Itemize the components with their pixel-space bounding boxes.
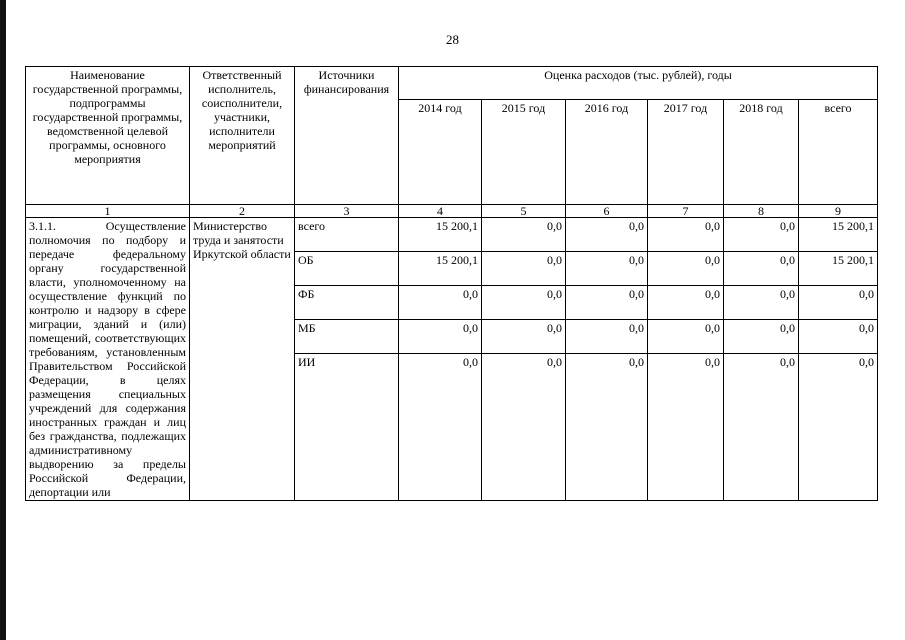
- value-cell: 0,0: [724, 320, 799, 354]
- header-row: [26, 67, 878, 100]
- value-cell: 15 200,1: [799, 218, 878, 252]
- value-cell: 0,0: [482, 286, 566, 320]
- value-cell: 0,0: [799, 286, 878, 320]
- page-number: 28: [446, 32, 459, 47]
- value-cell: 0,0: [566, 320, 648, 354]
- scan-edge-bar: [0, 0, 6, 640]
- value-cell: 0,0: [724, 252, 799, 286]
- column-number: 5: [482, 205, 566, 218]
- value-cell: 0,0: [648, 218, 724, 252]
- header-year: 2016 год: [566, 100, 648, 205]
- value-cell: 0,0: [566, 218, 648, 252]
- header-program-name: Наименование государственной программы, подпрограммы государственной программы, ведомственной целевой программы, основного мероприятия: [26, 67, 190, 205]
- value-cell: 0,0: [399, 320, 482, 354]
- value-cell: 0,0: [724, 218, 799, 252]
- funding-source: ОБ: [295, 252, 399, 286]
- value-cell: 0,0: [799, 320, 878, 354]
- value-cell: 0,0: [724, 286, 799, 320]
- column-number: 9: [799, 205, 878, 218]
- header-funding-sources: Источники финансирования: [295, 67, 399, 205]
- value-cell: 0,0: [482, 320, 566, 354]
- column-number: 4: [399, 205, 482, 218]
- value-cell: 0,0: [648, 320, 724, 354]
- column-number: 2: [190, 205, 295, 218]
- value-cell: 0,0: [566, 252, 648, 286]
- header-cost-estimate: Оценка расходов (тыс. рублей), годы: [399, 67, 878, 100]
- header-responsible: Ответственный исполнитель, соисполнители, участники, исполнители мероприятий: [190, 67, 295, 205]
- value-cell: 0,0: [648, 286, 724, 320]
- value-cell: 15 200,1: [399, 218, 482, 252]
- value-cell: 15 200,1: [399, 252, 482, 286]
- header-year: 2014 год: [399, 100, 482, 205]
- value-cell: 0,0: [399, 354, 482, 501]
- activity-responsible: Министерство труда и занятости Иркутской области: [190, 218, 295, 501]
- value-cell: 0,0: [648, 354, 724, 501]
- table-row: [26, 218, 878, 252]
- value-cell: 0,0: [566, 286, 648, 320]
- column-number: 7: [648, 205, 724, 218]
- header-year: 2017 год: [648, 100, 724, 205]
- column-number: 8: [724, 205, 799, 218]
- funding-source: МБ: [295, 320, 399, 354]
- funding-source: ФБ: [295, 286, 399, 320]
- value-cell: 0,0: [566, 354, 648, 501]
- column-number: 3: [295, 205, 399, 218]
- header-total: всего: [799, 100, 878, 205]
- value-cell: 0,0: [482, 218, 566, 252]
- activity-name: 3.1.1. Осуществление полномочия по подбору и передаче федеральному органу государственной власти, уполномоченному на осуществление функций по контролю и надзору в сфере миграции, зданий и (или) помещений, соответствующих требованиям, установленным Правительством Российской Федерации, в целях размещения специальных учреждений для содержания иностранных граждан и лиц без гражданства, подлежащих административному выдворению за пределы Российской Федерации, депортации или: [26, 218, 190, 501]
- column-number-row: [26, 205, 878, 218]
- funding-source: всего: [295, 218, 399, 252]
- value-cell: 0,0: [482, 252, 566, 286]
- column-number: 1: [26, 205, 190, 218]
- funding-source: ИИ: [295, 354, 399, 501]
- header-year: 2018 год: [724, 100, 799, 205]
- value-cell: 0,0: [482, 354, 566, 501]
- value-cell: 0,0: [399, 286, 482, 320]
- financing-table: [25, 66, 878, 501]
- value-cell: 15 200,1: [799, 252, 878, 286]
- value-cell: 0,0: [724, 354, 799, 501]
- value-cell: 0,0: [648, 252, 724, 286]
- value-cell: 0,0: [799, 354, 878, 501]
- header-year: 2015 год: [482, 100, 566, 205]
- column-number: 6: [566, 205, 648, 218]
